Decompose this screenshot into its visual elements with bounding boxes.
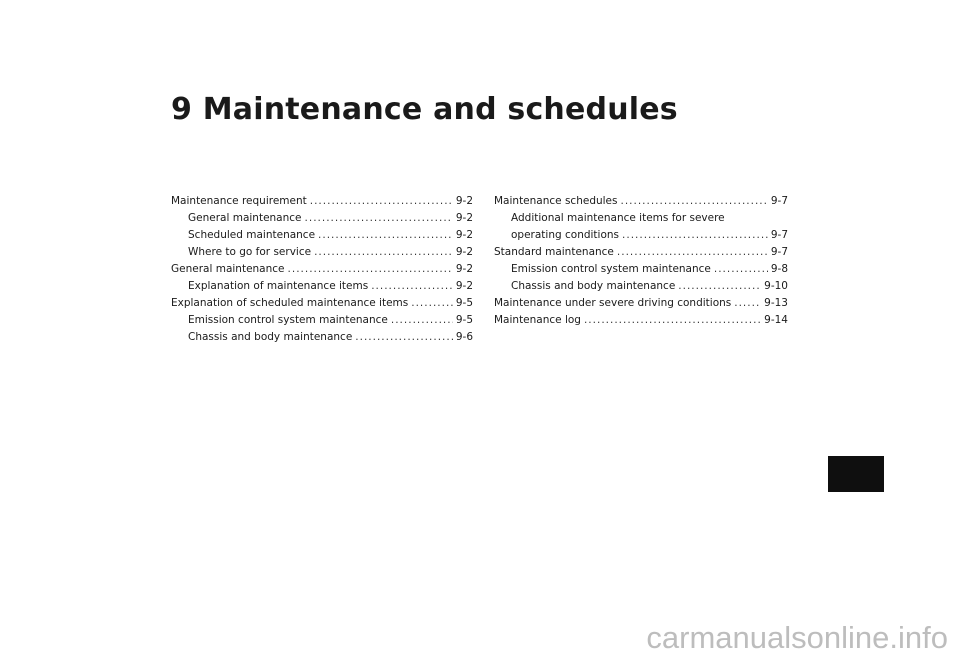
toc-leader-dots bbox=[734, 295, 761, 312]
toc-left-column bbox=[171, 193, 473, 346]
toc-entry-additional-items[interactable] bbox=[494, 227, 788, 244]
toc-label: Chassis and body maintenance bbox=[188, 331, 353, 343]
toc-page-number: 9-2 bbox=[455, 263, 473, 275]
toc-leader-dots bbox=[391, 312, 453, 329]
toc-label: Chassis and body maintenance bbox=[511, 280, 676, 292]
toc-entry-standard-maintenance[interactable] bbox=[494, 244, 788, 261]
toc-label: Emission control system maintenance bbox=[188, 314, 388, 326]
toc-entry-emission-control[interactable] bbox=[494, 261, 788, 278]
toc-leader-dots bbox=[318, 227, 453, 244]
toc-leader-dots bbox=[678, 278, 761, 295]
toc-entry[interactable] bbox=[171, 244, 473, 261]
toc-entry-maintenance-schedules[interactable] bbox=[494, 193, 788, 210]
toc-page-number: 9-7 bbox=[770, 195, 788, 207]
toc-label: Emission control system maintenance bbox=[511, 263, 711, 275]
toc-page-number: 9-7 bbox=[770, 229, 788, 241]
toc-leader-dots bbox=[305, 210, 453, 227]
toc-entry[interactable] bbox=[171, 227, 473, 244]
toc-page-number: 9-13 bbox=[764, 297, 788, 309]
toc-page-number: 9-2 bbox=[455, 280, 473, 292]
toc-leader-dots bbox=[310, 193, 453, 210]
chapter-title: 9 Maintenance and schedules bbox=[171, 92, 678, 127]
toc-page-number: 9-7 bbox=[770, 246, 788, 258]
toc-right-column bbox=[494, 193, 788, 329]
toc-entry-chassis-body[interactable] bbox=[494, 278, 788, 295]
toc-label: Standard maintenance bbox=[494, 246, 614, 258]
toc-leader-dots bbox=[371, 278, 453, 295]
toc-label-line2: operating conditions bbox=[511, 229, 620, 241]
toc-page-number: 9-14 bbox=[764, 314, 788, 326]
toc-page-number: 9-8 bbox=[770, 263, 788, 275]
toc-label: Maintenance log bbox=[494, 314, 581, 326]
toc-page-number: 9-2 bbox=[455, 229, 473, 241]
toc-label: Explanation of maintenance items bbox=[188, 280, 369, 292]
toc-leader-dots bbox=[622, 227, 768, 244]
toc-entry[interactable] bbox=[171, 312, 473, 329]
toc-entry[interactable] bbox=[171, 210, 473, 227]
toc-page-number: 9-2 bbox=[455, 246, 473, 258]
toc-leader-dots bbox=[617, 244, 768, 261]
toc-leader-dots bbox=[620, 193, 767, 210]
toc-label: General maintenance bbox=[171, 263, 285, 275]
toc-leader-dots bbox=[411, 295, 453, 312]
toc-leader-dots bbox=[714, 261, 768, 278]
toc-entry[interactable] bbox=[171, 329, 473, 346]
toc-entry-severe-conditions[interactable] bbox=[494, 295, 788, 312]
toc-entry-maintenance-log[interactable] bbox=[494, 312, 788, 329]
toc-page-number: 9-5 bbox=[455, 297, 473, 309]
toc-leader-dots bbox=[314, 244, 453, 261]
toc-label: Maintenance schedules bbox=[494, 195, 618, 207]
toc-page-number: 9-2 bbox=[455, 212, 473, 224]
toc-entry[interactable] bbox=[171, 261, 473, 278]
toc-leader-dots bbox=[584, 312, 761, 329]
toc-entry[interactable] bbox=[171, 295, 473, 312]
toc-page-number: 9-10 bbox=[764, 280, 788, 292]
toc-label: Explanation of scheduled maintenance items bbox=[171, 297, 409, 309]
toc-page-number: 9-2 bbox=[455, 195, 473, 207]
toc-page-number: 9-6 bbox=[455, 331, 473, 343]
toc-leader-dots bbox=[355, 329, 453, 346]
watermark: carmanualsonline.info bbox=[646, 620, 948, 655]
toc-label-line1[interactable]: Additional maintenance items for severe bbox=[511, 212, 725, 224]
toc-entry[interactable] bbox=[171, 278, 473, 295]
toc-label: Scheduled maintenance bbox=[188, 229, 316, 241]
toc-leader-dots bbox=[288, 261, 453, 278]
chapter-tab-marker bbox=[828, 456, 884, 492]
toc-label: Where to go for service bbox=[188, 246, 312, 258]
toc-label: Maintenance requirement bbox=[171, 195, 307, 207]
toc-page-number: 9-5 bbox=[455, 314, 473, 326]
toc-label: General maintenance bbox=[188, 212, 302, 224]
toc-label: Maintenance under severe driving conditions bbox=[494, 297, 732, 309]
toc-entry[interactable] bbox=[171, 193, 473, 210]
